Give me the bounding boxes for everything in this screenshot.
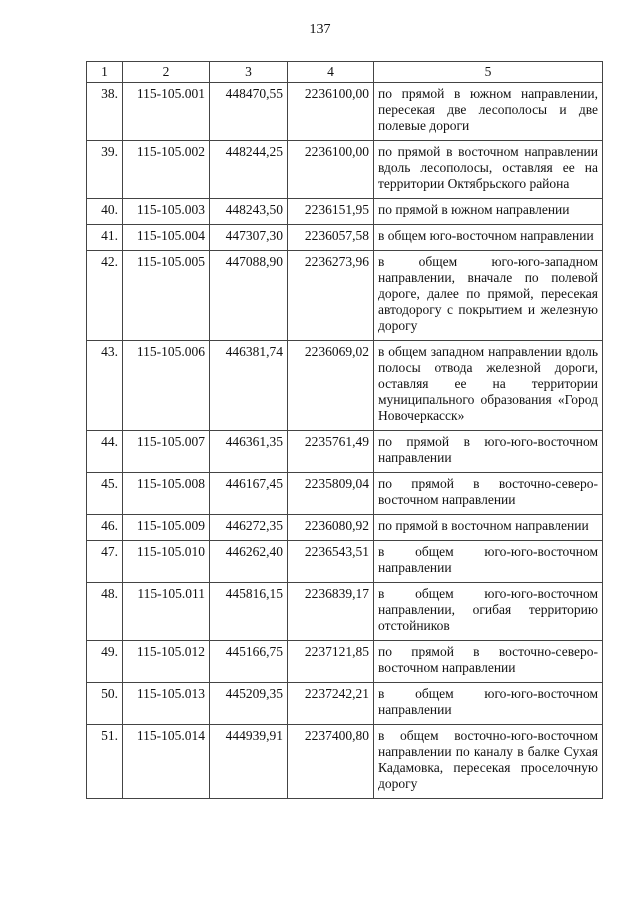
y-coordinate: 2237121,85 xyxy=(288,641,374,683)
point-code: 115-105.001 xyxy=(123,83,210,141)
x-coordinate: 445166,75 xyxy=(210,641,288,683)
y-coordinate: 2236080,92 xyxy=(288,515,374,541)
boundary-description: по прямой в южном направлении, пересекая две лесополосы и две полевые дороги xyxy=(374,83,603,141)
boundary-description: в общем юго-восточном направлении xyxy=(374,225,603,251)
table-row xyxy=(87,431,603,473)
row-number: 48. xyxy=(87,583,123,641)
y-coordinate: 2236543,51 xyxy=(288,541,374,583)
boundary-description: по прямой в восточном направлении xyxy=(374,515,603,541)
point-code: 115-105.011 xyxy=(123,583,210,641)
table-body xyxy=(87,83,603,799)
table-row xyxy=(87,683,603,725)
point-code: 115-105.003 xyxy=(123,199,210,225)
x-coordinate: 447088,90 xyxy=(210,251,288,341)
table-row xyxy=(87,199,603,225)
y-coordinate: 2236151,95 xyxy=(288,199,374,225)
column-header-1: 1 xyxy=(87,62,123,83)
y-coordinate: 2236273,96 xyxy=(288,251,374,341)
point-code: 115-105.009 xyxy=(123,515,210,541)
x-coordinate: 445816,15 xyxy=(210,583,288,641)
x-coordinate: 447307,30 xyxy=(210,225,288,251)
row-number: 43. xyxy=(87,341,123,431)
boundary-description: в общем юго-юго-западном направлении, вначале по полевой дороге, далее по прямой, пересекая автодорогу с покрытием и железную дорогу xyxy=(374,251,603,341)
point-code: 115-105.006 xyxy=(123,341,210,431)
boundary-description: в общем западном направлении вдоль полосы отвода железной дороги, оставляя ее на территории муниципального образования «Город Новочеркасск» xyxy=(374,341,603,431)
table-row xyxy=(87,341,603,431)
x-coordinate: 446167,45 xyxy=(210,473,288,515)
row-number: 38. xyxy=(87,83,123,141)
table-row xyxy=(87,541,603,583)
table-row xyxy=(87,141,603,199)
boundary-description: в общем юго-юго-восточном направлении, огибая территорию отстойников xyxy=(374,583,603,641)
table-row xyxy=(87,583,603,641)
row-number: 40. xyxy=(87,199,123,225)
point-code: 115-105.004 xyxy=(123,225,210,251)
table-row xyxy=(87,641,603,683)
point-code: 115-105.013 xyxy=(123,683,210,725)
row-number: 46. xyxy=(87,515,123,541)
table-row xyxy=(87,83,603,141)
column-header-3: 3 xyxy=(210,62,288,83)
x-coordinate: 446272,35 xyxy=(210,515,288,541)
boundary-description: по прямой в восточно-северо-восточном направлении xyxy=(374,473,603,515)
x-coordinate: 446262,40 xyxy=(210,541,288,583)
table-row xyxy=(87,725,603,799)
y-coordinate: 2236100,00 xyxy=(288,83,374,141)
row-number: 45. xyxy=(87,473,123,515)
point-code: 115-105.012 xyxy=(123,641,210,683)
x-coordinate: 448470,55 xyxy=(210,83,288,141)
boundary-points-table xyxy=(86,61,603,799)
y-coordinate: 2235761,49 xyxy=(288,431,374,473)
row-number: 47. xyxy=(87,541,123,583)
page-number: 137 xyxy=(309,22,331,37)
boundary-description: в общем юго-юго-восточном направлении xyxy=(374,541,603,583)
table-row xyxy=(87,251,603,341)
row-number: 50. xyxy=(87,683,123,725)
row-number: 41. xyxy=(87,225,123,251)
y-coordinate: 2236057,58 xyxy=(288,225,374,251)
point-code: 115-105.010 xyxy=(123,541,210,583)
row-number: 49. xyxy=(87,641,123,683)
x-coordinate: 448244,25 xyxy=(210,141,288,199)
row-number: 39. xyxy=(87,141,123,199)
boundary-description: в общем юго-юго-восточном направлении xyxy=(374,683,603,725)
column-header-4: 4 xyxy=(288,62,374,83)
point-code: 115-105.005 xyxy=(123,251,210,341)
y-coordinate: 2236839,17 xyxy=(288,583,374,641)
table-row xyxy=(87,515,603,541)
x-coordinate: 445209,35 xyxy=(210,683,288,725)
header-row xyxy=(87,62,603,83)
boundary-description: в общем восточно-юго-восточном направлении по каналу в балке Сухая Кадамовка, пересекая проселочную дорогу xyxy=(374,725,603,799)
x-coordinate: 446381,74 xyxy=(210,341,288,431)
point-code: 115-105.002 xyxy=(123,141,210,199)
point-code: 115-105.007 xyxy=(123,431,210,473)
table-row xyxy=(87,225,603,251)
column-header-5: 5 xyxy=(374,62,603,83)
y-coordinate: 2237400,80 xyxy=(288,725,374,799)
table-row xyxy=(87,473,603,515)
boundary-description: по прямой в юго-юго-восточном направлении xyxy=(374,431,603,473)
boundary-description: по прямой в южном направлении xyxy=(374,199,603,225)
row-number: 42. xyxy=(87,251,123,341)
point-code: 115-105.014 xyxy=(123,725,210,799)
point-code: 115-105.008 xyxy=(123,473,210,515)
table-header xyxy=(87,62,603,83)
y-coordinate: 2237242,21 xyxy=(288,683,374,725)
x-coordinate: 444939,91 xyxy=(210,725,288,799)
y-coordinate: 2236069,02 xyxy=(288,341,374,431)
y-coordinate: 2236100,00 xyxy=(288,141,374,199)
x-coordinate: 446361,35 xyxy=(210,431,288,473)
y-coordinate: 2235809,04 xyxy=(288,473,374,515)
row-number: 44. xyxy=(87,431,123,473)
boundary-description: по прямой в восточном направлении вдоль лесополосы, оставляя ее на территории Октябрьского района xyxy=(374,141,603,199)
boundary-description: по прямой в восточно-северо-восточном направлении xyxy=(374,641,603,683)
column-header-2: 2 xyxy=(123,62,210,83)
row-number: 51. xyxy=(87,725,123,799)
x-coordinate: 448243,50 xyxy=(210,199,288,225)
